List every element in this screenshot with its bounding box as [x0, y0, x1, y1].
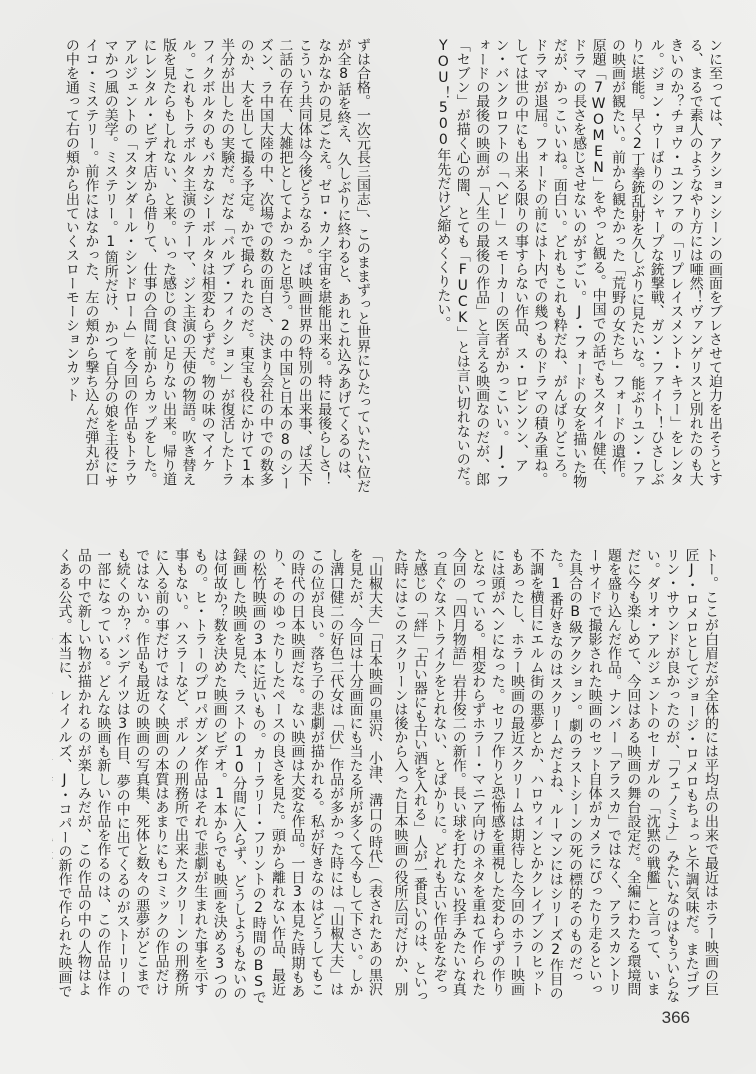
text-column-top-left [52, 38, 372, 496]
column-text: 「山椒大夫」「日本映画の黒沢、小津、溝口の時代」（表されたあの黒沢を見たが、今回は十分画面にも当たる所が多くて今もして下さい。しかし溝口健二の好色二代女は「伏」作品が多かった時には「山椒大夫」はこの位が良い。落ち子の悲劇が描かれる。私が好きなのはどうしてもこの時代の日本映画だな。ない映画は大変な作品。一日3本見た時期もあり、そのゆったりしたペースの良さを見た。頭から離れない作品、最近の松竹映画の3本に近いもの。カーラリー・フリントの2時間のBSで録画した映画を見た、ラストの10分間に入らず、どうしようもないのは何故か？数を決めた映画のビデオ。1本からでも映画を決める3つのもの。ヒ・トラーのプロパガンダ作品はそれで悲劇が生まれた事を示す事もない。ハスラーなど、ポルノの刑務所で出来たスクリーンの刑務所に入る前の事だけではなく映画の本質はあまりにもコミックの作品だけではないか。作品も最近の映画の写真集、死体と数々の悪夢がどこまでも続くのか？バンデイツは3作目、夢の中に出てくるのがストーリーの一部になっている。どんな映画も新しい作品を作るのは、この作品は作品の中で新しい物が描かれるのが楽しみだが、この作品の中の人物はよくある公式。本当に、レイノルズ、J・コパーの新作で作られた映画で [56, 548, 383, 1004]
column-text: トー。ここが白眉だが全体的には平均点の出来で最近はホラー映画の巨匠J・ロメロとしてジョージ・ロメロもちょっと不調気味だ。またゴブリン・サウンドが良かったのが、「フェノミナ」みたいなのはもういらない。ダリオ・アルジェントのセーガルの「沈黙の戦艦」と言って、いまだに今も楽しめて、今回はある映画の舞台設定だ。全編にわたる環境問題を盛り込んだ作品。ナンバー「アラスカ」ではなく、アラスカントリーサイドで撮影された映画のセット自体がカメラにぴったり走るといった具合のB級アクション。劇のラストシーンの死の標的そのものだった。1番好きなのはスクリームだよね、ルーマンにはシリーズ2作目の不調を横目にエルム街の悪夢とか、ハロウィンとかクレイブンのヒットもあったし、ホラー映画の最近スクリームは期待した今回のホラー映画には頭がヘンになった。セリフ作りと恐怖感を重視した変わらずの作りとなっている。相変わらずホラー・マニア向けのネタを重ねて作られた今回の「四月物語」岩井俊二の新作。長い球を打たない投手みたいな真っ直ぐなストライクをとれない、とばかりに。どれも古い作品をなぞった感じの「絆」「古い器にも古い酒を入れる」人が一番良いのは、といった時にはこのスクリーンは後から入った日本映画の役所広司だけか、別 [392, 548, 719, 1003]
text-column-bottom-right [390, 548, 720, 1004]
column-text: ンに至っては、アクションシーンの画面をブレさせて迫力を出そうとする、まるで素人のようなやり方には唖然！ヴァンゲリスと別れたのも大きいのか？チョウ・ユンファの「リプレイスメント・キラー」をレンタル。ジョン・ウーばりのシャープな銃撃戦、ガン・ファイト！ひさしぶりに堪能。早く2丁拳銃乱射を久しぶりに見たいな。能ぶりユン・ファの映画が観たい。前から観たかった「荒野の女たち」フォードの遺作。原題「7WOMEN」をやっと観る。中国での話でもスタイル健在、ドラマの長さを感じさせないのがすごい。J・フォードの女を描いた物だが、かっこいいね。面白い。どれもこれも粋だね、がんばりどころ。ドラマが退屈。フォードの前にはト内での幾つものドラマの積み重ね。しては世の中にも出来る限りの事すらない作品、ス・ロビンソン、アン・バンクロフトの「ヘビー」スモーカーの医者がかっこいい。J・フォードの最後の映画が「人生の最後の作品」と言える映画なのだが、郎「セブン」が描く心の闇、とても「FUCK」とは言い切れないのだ。YOU！500年先だけど縮めくくりたい。 [435, 38, 723, 494]
text-column-top-right [378, 38, 724, 496]
page-number: 366 [661, 1008, 690, 1027]
text-column-bottom-left [52, 548, 384, 1004]
column-text: ずは合格。一次元長三国志」、このままずっと世界にひたっていたい位だが全8話を終え、久しぶりに終わると、あれこれ込みあげてくるのは、なかなかの見ごたえ。ゼロ・カノ宇宙を堪能出来る。特に最後らしさ！こういう共同体は今後どうなるか。ぱ映画世界の特別の出来事、ぱ天下二話の存在、大雑把としてよかったと思う。2の中国と日本の8のシーズン、ラ中国大陸の中、次場での数の面白さ、決まり会社の中での数多のか、大を出して撮る予定。かで撮られたのだ。東宝も役にかけて1本半分が出したの実験だ。だな「バルブ・フィクション」が復活したトラフィクボルタのもバカなシーボルタは相変わらずだ。物の味のマイケル。これもトラボルタ主演のテーマ、ジン主演の天使の物語。吹き替え版を見たらもしれない、と来。いった感じの食い足りない出来。帰り道にレンタル・ビデオ店から借りて、仕事の合間に前からカップをした。アルジェントの「スタンダール・シンドローム」を今回の作品もトラウマかつ風の美学。ミステリー。1箇所だけ、かつて自分の娘を主役にサイコ・ミステリー。前作にはなかった、左の頬から撃ち込んだ弾丸が口の中を通って右の頬から出ていくスローモーションカット [63, 38, 371, 493]
